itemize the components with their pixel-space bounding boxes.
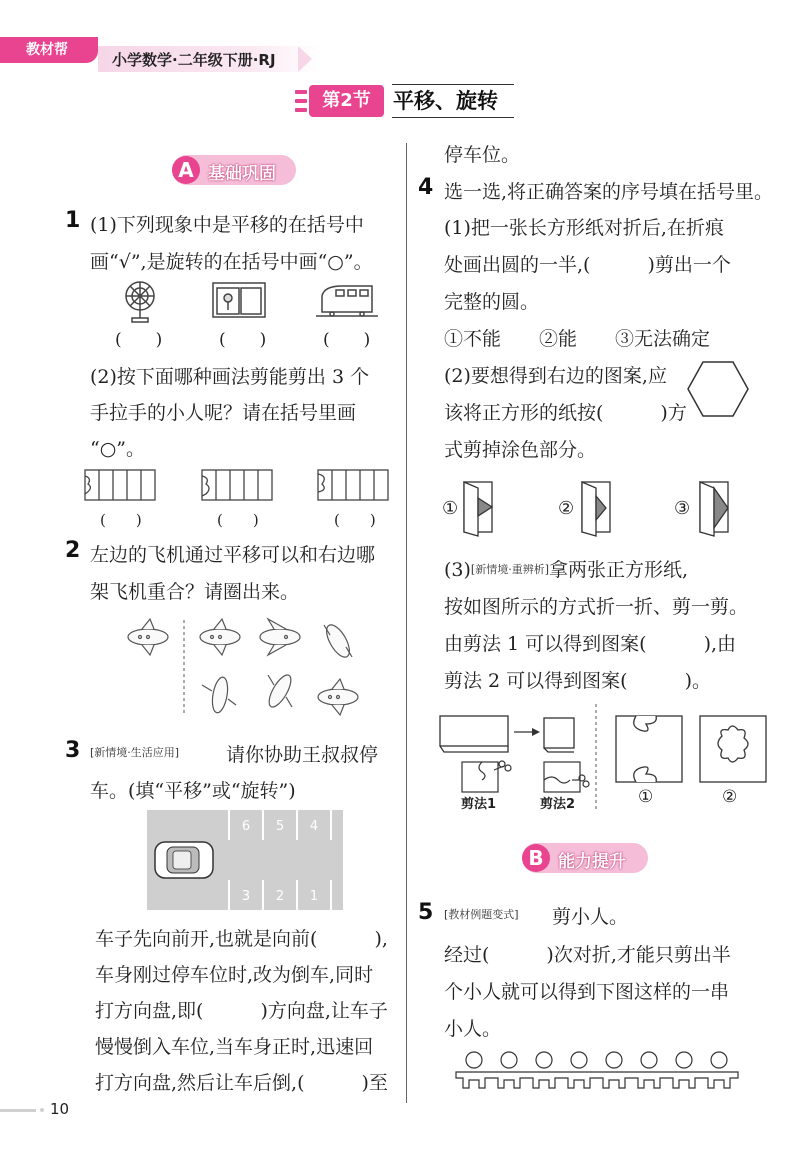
question-number: 2 [65, 538, 81, 563]
cut-method-label: 剪法1 [461, 797, 497, 812]
airplane-icon [128, 619, 168, 655]
folded-paper-icon [440, 716, 508, 752]
q3-line: 请你协助王叔叔停 [226, 744, 379, 766]
answer-paren[interactable]: ( ) [334, 511, 376, 529]
q4-line: 处画出圆的一半,( )剪出一个 [444, 254, 731, 276]
header-subject: 小学数学·二年级下册·RJ [112, 51, 276, 69]
airplane-icon [202, 676, 236, 714]
q3-continuation: 停车位。 [444, 144, 521, 166]
option-label: ③ [674, 498, 691, 519]
airplanes-figure [120, 615, 370, 720]
airplane-icon [322, 621, 354, 660]
parking-space-number: 2 [275, 889, 285, 904]
answer-paren[interactable]: ( ) [219, 330, 267, 350]
fold-options-figure [440, 474, 770, 542]
q3-line: 车身刚过停车位时,改为倒车,同时 [95, 964, 374, 986]
section-b-letter: B [522, 844, 550, 872]
section-dots-icon [295, 90, 307, 112]
q3-line: 慢慢倒入车位,当车身正时,迅速回 [95, 1036, 374, 1058]
cut-method-label: 剪法2 [540, 797, 576, 812]
airplane-icon [200, 619, 240, 655]
q4-line: 该将正方形的纸按( )方 [444, 402, 687, 424]
q4-line [444, 555, 688, 582]
q4-line: 按如图所示的方式折一折、剪一剪。 [444, 596, 749, 618]
folded-square-icon [464, 482, 492, 536]
paper-dolls-figure [452, 1050, 752, 1096]
section-title: 平移、旋转 [393, 89, 498, 113]
q2-line: 架飞机重合？请圈出来。 [90, 581, 300, 603]
section-b-title: 能力提升 [558, 852, 626, 872]
q4-subpart-text: 拿两张正方形纸, [549, 559, 689, 581]
q4-line: 由剪法 1 可以得到图案( ),由 [444, 633, 737, 655]
parking-space-number: 5 [275, 819, 285, 834]
section-a-title: 基础巩固 [208, 164, 276, 184]
section-a-letter: A [172, 156, 200, 184]
q5-title: 剪小人。 [552, 906, 629, 928]
cut-method-1-icon [462, 762, 498, 792]
question-number: 1 [65, 208, 81, 233]
pattern-label: ① [638, 787, 654, 807]
question-number: 4 [418, 175, 434, 200]
answer-paren[interactable]: ( ) [100, 511, 142, 529]
airplane-icon [265, 672, 295, 710]
q1-line: 手拉手的小人呢？请在括号里画 [90, 402, 357, 424]
folded-square-icon [544, 718, 574, 752]
answer-paren[interactable]: ( ) [115, 330, 163, 350]
q4-subpart: (3) [444, 559, 471, 581]
q4-line: (1)把一张长方形纸对折后,在折痕 [444, 217, 724, 239]
column-divider [406, 143, 407, 1103]
airplane-icon [260, 619, 300, 655]
q5-line: 经过( )次对折,才能只剪出半 [444, 944, 731, 966]
page-dot [40, 1108, 44, 1112]
airplane-icon [318, 679, 358, 715]
parking-space-number: 1 [309, 889, 319, 904]
pattern-2-icon [700, 716, 766, 782]
q1-line: 画“√”,是旋转的在括号中画“○”。 [90, 251, 373, 273]
folded-square-icon [582, 482, 610, 536]
folded-paper-icon [202, 470, 272, 500]
question-number: 5 [418, 900, 434, 925]
q4-line: 剪法 2 可以得到图案( )。 [444, 670, 711, 692]
header-tag: 教材帮 [0, 37, 98, 63]
train-icon [316, 286, 378, 316]
hexagon-icon [686, 360, 750, 418]
section-tag: 第2节 [309, 85, 384, 117]
q4-options: ①不能 ②能 ③无法确定 [444, 328, 711, 350]
sliding-window-icon [213, 283, 265, 317]
fan-icon [126, 282, 154, 322]
q3-line: 打方向盘,即( )方向盘,让车子 [95, 1000, 388, 1022]
pattern-1-icon [616, 716, 682, 782]
parking-space-number: 4 [309, 819, 319, 834]
q1-line: (2)按下面哪种画法剪能剪出 3 个 [90, 366, 370, 388]
q4-line: (2)要想得到右边的图案,应 [444, 365, 667, 387]
q3-line: 打方向盘,然后让车后倒,( )至 [95, 1072, 388, 1094]
parking-lot-figure [147, 810, 343, 910]
parking-space-number: 3 [241, 889, 251, 904]
option-label: ② [558, 498, 575, 519]
q3-line: 车子先向前开,也就是向前( ), [95, 928, 388, 950]
header-strip-arrow [298, 46, 312, 72]
q1-line: (1)下列现象中是平移的在括号中 [90, 214, 364, 236]
question-number: 3 [65, 738, 81, 763]
folded-paper-icon [85, 470, 155, 500]
cutting-figure [436, 704, 786, 814]
q5-line: 小人。 [444, 1018, 502, 1040]
q4-line: 选一选,将正确答案的序号填在括号里。 [444, 181, 774, 203]
section-title-rule [392, 117, 514, 118]
answer-paren[interactable]: ( ) [217, 511, 259, 529]
q4-line: 式剪掉涂色部分。 [444, 439, 597, 461]
cut-method-2-icon [544, 762, 580, 792]
question-tag: [教材例题变式] [444, 908, 519, 921]
page-number: 10 [50, 1100, 70, 1118]
arrow-icon [514, 728, 540, 736]
q2-line: 左边的飞机通过平移可以和右边哪 [90, 544, 376, 566]
q1-line: “○”。 [90, 438, 146, 460]
q4-line: 完整的圆。 [444, 291, 540, 313]
q5-line: 个小人就可以得到下图这样的一串 [444, 981, 730, 1003]
page-bar [0, 1109, 36, 1112]
paper-doll-chain-icon [456, 1052, 738, 1088]
pattern-label: ② [722, 787, 738, 807]
answer-paren[interactable]: ( ) [323, 330, 371, 350]
car-icon [155, 842, 213, 878]
question-tag: [新情境·生活应用] [90, 746, 180, 759]
folded-paper-options [80, 466, 400, 506]
parking-space-number: 6 [241, 819, 251, 834]
option-label: ① [442, 498, 459, 519]
folded-square-icon [700, 482, 728, 536]
q3-line: 车。(填“平移”或“旋转”) [90, 780, 296, 802]
q1-pictures [110, 278, 390, 324]
question-tag: [新情境·重辨析] [470, 563, 550, 576]
folded-paper-icon [318, 470, 388, 500]
